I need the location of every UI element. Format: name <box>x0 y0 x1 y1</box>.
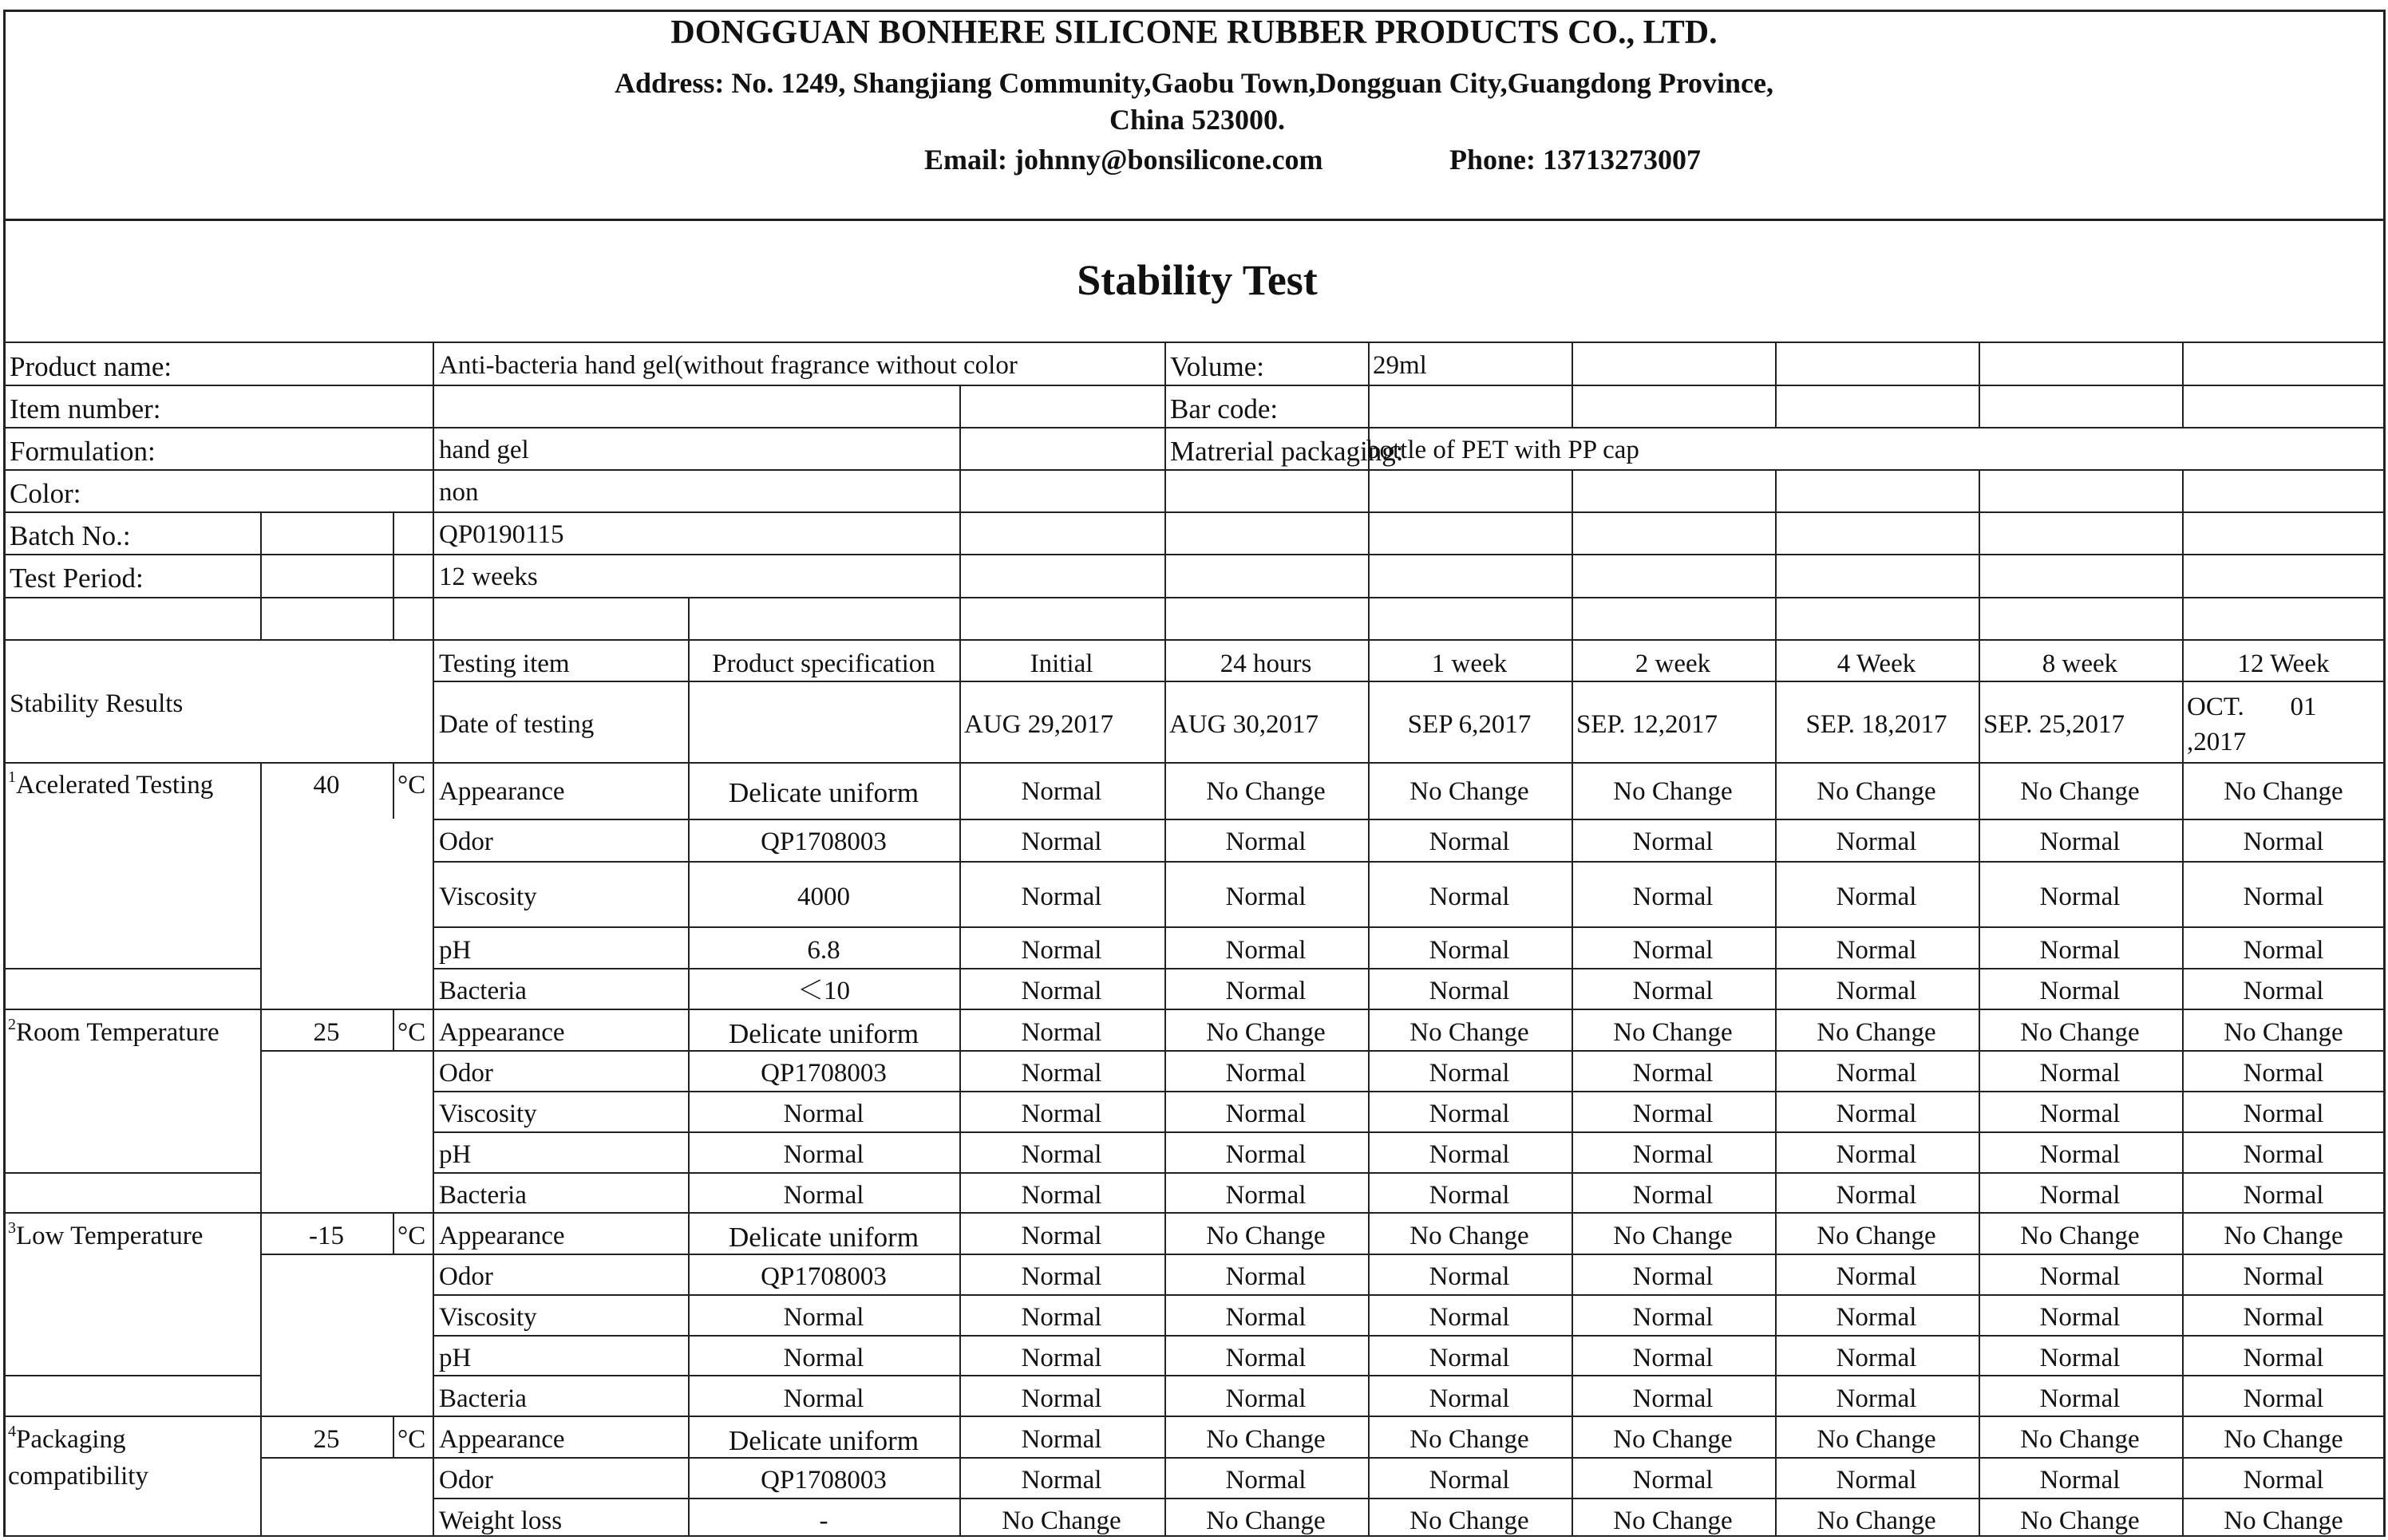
result-cell: No Change <box>1817 1506 1936 1535</box>
col-rule <box>1572 342 1573 427</box>
result-cell: Normal <box>2243 1059 2324 1088</box>
table-row <box>0 1467 2388 1499</box>
row-rule <box>3 597 2385 598</box>
result-cell: No Change <box>1613 1425 1733 1454</box>
result-cell: No Change <box>1613 777 1733 806</box>
packaging-value: bottle of PET with PP cap <box>1366 436 1639 464</box>
spec-value: Delicate uniform <box>728 777 919 808</box>
spec-value: 6.8 <box>807 936 840 965</box>
result-cell: Normal <box>1836 827 1917 856</box>
result-cell: Normal <box>1836 1262 1917 1291</box>
result-cell: Normal <box>1225 1384 1307 1413</box>
test-date-2: SEP 6,2017 <box>1407 710 1532 739</box>
company-name: DONGGUAN BONHERE SILICONE RUBBER PRODUCTS CO., LTD. <box>670 14 1718 51</box>
testing-item: Appearance <box>439 1222 565 1250</box>
table-row <box>0 1264 2388 1296</box>
period-header-0: Initial <box>1030 650 1093 678</box>
spec-value: QP1708003 <box>761 1262 887 1291</box>
result-cell: Normal <box>1632 1262 1714 1291</box>
result-cell: Normal <box>2039 1181 2121 1210</box>
result-cell: Normal <box>2243 1181 2324 1210</box>
result-cell: Normal <box>1225 1344 1307 1372</box>
color-value: non <box>439 478 479 507</box>
spec-value: 4000 <box>797 883 850 911</box>
result-cell: Normal <box>1021 777 1102 806</box>
result-cell: Normal <box>1225 977 1307 1005</box>
result-cell: Normal <box>2039 936 2121 965</box>
result-cell: Normal <box>2243 1303 2324 1332</box>
testing-item: Viscosity <box>439 1303 537 1332</box>
volume-label: Volume: <box>1170 351 1264 382</box>
col-rule <box>1775 342 1777 427</box>
result-cell: Normal <box>1225 1059 1307 1088</box>
result-cell: Normal <box>1836 1466 1917 1495</box>
result-cell: Normal <box>1632 1059 1714 1088</box>
result-cell: Normal <box>2243 977 2324 1005</box>
result-cell: Normal <box>2243 827 2324 856</box>
table-row <box>0 938 2388 969</box>
result-cell: No Change <box>1206 1506 1326 1535</box>
result-cell: Normal <box>1225 1100 1307 1128</box>
row-rule <box>3 639 2385 641</box>
group-label-2: compatibility <box>8 1462 148 1491</box>
result-cell: Normal <box>1021 977 1102 1005</box>
test-date-4: SEP. 18,2017 <box>1805 710 1947 739</box>
temp-unit: °C <box>397 1222 426 1250</box>
result-cell: Normal <box>1836 1384 1917 1413</box>
result-cell: No Change <box>2224 1018 2343 1047</box>
spec-value: QP1708003 <box>761 827 887 856</box>
result-cell: Normal <box>1632 827 1714 856</box>
result-cell: No Change <box>1817 1425 1936 1454</box>
result-cell: No Change <box>2224 1506 2343 1535</box>
testing-item: pH <box>439 936 472 965</box>
title-divider <box>3 342 2385 343</box>
test-period-label: Test Period: <box>10 563 144 594</box>
row-rule <box>433 819 2385 820</box>
result-cell: No Change <box>2020 1506 2140 1535</box>
test-date-5: SEP. 25,2017 <box>1983 710 2125 739</box>
result-cell: Normal <box>1021 1384 1102 1413</box>
product-name-value: Anti-bacteria hand gel(without fragrance without color <box>439 351 1018 380</box>
result-cell: No Change <box>1409 1018 1529 1047</box>
result-cell: Normal <box>1021 1303 1102 1332</box>
row-rule <box>3 427 2385 428</box>
group-label: $^3$Low Temperature <box>8 1219 204 1250</box>
testing-item: Odor <box>439 1466 493 1495</box>
spec-value: Normal <box>783 1384 864 1413</box>
result-cell: Normal <box>1021 1140 1102 1169</box>
result-cell: Normal <box>1429 883 1510 911</box>
group-temp: 25 <box>313 1425 340 1454</box>
result-cell: Normal <box>1632 1140 1714 1169</box>
result-cell: No Change <box>2020 1425 2140 1454</box>
result-cell: Normal <box>1836 883 1917 911</box>
group-temp: 40 <box>313 771 340 800</box>
period-header-3: 2 week <box>1635 650 1711 678</box>
row-rule <box>3 762 2385 764</box>
result-cell: Normal <box>1225 1262 1307 1291</box>
col-rule <box>1979 342 1980 427</box>
result-cell: Normal <box>1632 977 1714 1005</box>
result-cell: Normal <box>2039 1344 2121 1372</box>
table-row <box>0 1183 2388 1214</box>
table-row <box>0 884 2388 916</box>
result-cell: Normal <box>2039 1303 2121 1332</box>
result-cell: No Change <box>2224 777 2343 806</box>
spec-value: Normal <box>783 1303 864 1332</box>
result-cell: Normal <box>2039 827 2121 856</box>
batch-value: QP0190115 <box>439 520 564 549</box>
row-rule <box>433 926 2385 928</box>
result-cell: Normal <box>1429 1344 1510 1372</box>
result-cell: No Change <box>2020 777 2140 806</box>
company-address-2: China 523000. <box>1109 104 1286 136</box>
result-cell: Normal <box>2039 1466 2121 1495</box>
spec-value: QP1708003 <box>761 1466 887 1495</box>
testing-item: Appearance <box>439 777 565 806</box>
result-cell: Normal <box>2243 1344 2324 1372</box>
period-header-6: 12 Week <box>2237 650 2330 678</box>
result-cell: Normal <box>1021 883 1102 911</box>
period-header-5: 8 week <box>2042 650 2118 678</box>
bar-code-label: Bar code: <box>1170 393 1279 424</box>
period-header-1: 24 hours <box>1220 650 1312 678</box>
result-cell: Normal <box>1225 1140 1307 1169</box>
result-cell: No Change <box>1409 777 1529 806</box>
spec-value: Normal <box>783 1181 864 1210</box>
table-row <box>0 1305 2388 1337</box>
table-row <box>0 1508 2388 1535</box>
testing-item: Weight loss <box>439 1506 563 1535</box>
testing-item: Viscosity <box>439 1100 537 1128</box>
result-cell: No Change <box>1409 1425 1529 1454</box>
testing-item: pH <box>439 1140 472 1169</box>
spec-value: Normal <box>783 1140 864 1169</box>
border-bottom <box>3 1535 2385 1537</box>
spec-value: Delicate uniform <box>728 1018 919 1049</box>
result-cell: No Change <box>2224 1222 2343 1250</box>
company-email: Email: johnny@bonsilicone.com <box>924 144 1323 176</box>
result-cell: Normal <box>1632 1100 1714 1128</box>
result-cell: Normal <box>1429 1140 1510 1169</box>
result-cell: No Change <box>1817 1018 1936 1047</box>
color-label: Color: <box>10 478 81 509</box>
item-number-label: Item number: <box>10 393 161 424</box>
result-cell: Normal <box>1021 1425 1102 1454</box>
testing-item: Appearance <box>439 1425 565 1454</box>
group-label: $^1$Acelerated Testing <box>8 768 214 800</box>
table-row <box>0 1142 2388 1174</box>
result-cell: No Change <box>1613 1018 1733 1047</box>
testing-item: Odor <box>439 827 493 856</box>
result-cell: Normal <box>1225 883 1307 911</box>
col-rule <box>2182 342 2184 427</box>
result-cell: Normal <box>1836 1059 1917 1088</box>
table-row <box>0 1423 2388 1459</box>
result-cell: Normal <box>1632 1384 1714 1413</box>
table-row <box>0 978 2388 1010</box>
result-cell: Normal <box>1429 827 1510 856</box>
table-row <box>0 1101 2388 1133</box>
company-phone: Phone: 13713273007 <box>1449 144 1701 176</box>
row-rule <box>3 511 2385 513</box>
result-cell: Normal <box>1021 1100 1102 1128</box>
page-title: Stability Test <box>1077 256 1318 304</box>
period-header-4: 4 Week <box>1836 650 1916 678</box>
result-cell: Normal <box>2039 1262 2121 1291</box>
result-cell: Normal <box>1632 1181 1714 1210</box>
result-cell: Normal <box>1429 1059 1510 1088</box>
group-temp: -15 <box>309 1222 344 1250</box>
border-top <box>3 10 2385 12</box>
header-divider <box>3 219 2385 221</box>
result-cell: Normal <box>2039 1140 2121 1169</box>
group-label: $^2$Room Temperature <box>8 1016 219 1047</box>
test-date-3: SEP. 12,2017 <box>1576 710 1718 739</box>
result-cell: Normal <box>2243 883 2324 911</box>
packaging-label: Matrerial packaging: <box>1170 436 1404 467</box>
testing-item: Bacteria <box>439 1181 527 1210</box>
result-cell: Normal <box>1836 1344 1917 1372</box>
result-cell: No Change <box>1206 777 1326 806</box>
result-cell: Normal <box>1021 1059 1102 1088</box>
result-cell: Normal <box>2243 1140 2324 1169</box>
result-cell: Normal <box>1632 1344 1714 1372</box>
testing-item: Odor <box>439 1262 493 1291</box>
result-cell: Normal <box>1429 1466 1510 1495</box>
result-cell: No Change <box>1206 1222 1326 1250</box>
testing-item-header: Testing item <box>439 650 570 678</box>
result-cell: Normal <box>1225 827 1307 856</box>
volume-value: 29ml <box>1373 351 1427 380</box>
result-cell: Normal <box>2039 883 2121 911</box>
result-cell: Normal <box>2243 1466 2324 1495</box>
result-cell: Normal <box>2039 1384 2121 1413</box>
spec-header: Product specification <box>712 650 935 678</box>
result-cell: Normal <box>1225 1303 1307 1332</box>
testing-item: pH <box>439 1344 472 1372</box>
result-cell: Normal <box>1429 977 1510 1005</box>
result-cell: No Change <box>2020 1018 2140 1047</box>
result-cell: Normal <box>2039 1059 2121 1088</box>
test-date-6a: OCT. 01 <box>2187 693 2317 721</box>
result-cell: No Change <box>2020 1222 2140 1250</box>
group-label: $^4$Packaging <box>8 1423 126 1454</box>
result-cell: Normal <box>1836 1303 1917 1332</box>
result-cell: Normal <box>1429 1384 1510 1413</box>
spec-value: ＜10 <box>797 977 850 1005</box>
date-of-testing-label: Date of testing <box>439 710 595 739</box>
formulation-label: Formulation: <box>10 436 156 467</box>
result-cell: Normal <box>1429 936 1510 965</box>
result-cell: No Change <box>1206 1425 1326 1454</box>
test-date-0: AUG 29,2017 <box>964 710 1113 739</box>
result-cell: No Change <box>1002 1506 1121 1535</box>
result-cell: Normal <box>2243 1262 2324 1291</box>
spec-value: Normal <box>783 1100 864 1128</box>
table-row <box>0 1386 2388 1418</box>
test-date-1: AUG 30,2017 <box>1169 710 1319 739</box>
temp-unit: °C <box>397 1018 426 1047</box>
col-rule <box>260 511 262 639</box>
result-cell: Normal <box>1632 1466 1714 1495</box>
testing-item: Bacteria <box>439 1384 527 1413</box>
result-cell: No Change <box>2224 1425 2343 1454</box>
result-cell: Normal <box>1836 1140 1917 1169</box>
row-rule <box>433 861 2385 863</box>
result-cell: No Change <box>1613 1506 1733 1535</box>
result-cell: Normal <box>1429 1181 1510 1210</box>
testing-item: Appearance <box>439 1018 565 1047</box>
result-cell: Normal <box>1632 936 1714 965</box>
testing-item: Viscosity <box>439 883 537 911</box>
result-cell: Normal <box>1225 1181 1307 1210</box>
result-cell: Normal <box>1021 1344 1102 1372</box>
spec-value: Delicate uniform <box>728 1222 919 1253</box>
result-cell: Normal <box>1021 1262 1102 1291</box>
result-cell: Normal <box>1021 1222 1102 1250</box>
spec-value: Normal <box>783 1344 864 1372</box>
result-cell: Normal <box>2039 977 2121 1005</box>
result-cell: Normal <box>1429 1262 1510 1291</box>
test-date-6b: ,2017 <box>2187 728 2247 756</box>
row-rule <box>3 469 2385 471</box>
spec-value: QP1708003 <box>761 1059 887 1088</box>
result-cell: No Change <box>1409 1506 1529 1535</box>
table-row <box>0 779 2388 811</box>
product-name-label: Product name: <box>10 351 172 382</box>
result-cell: Normal <box>1225 1466 1307 1495</box>
spec-value: - <box>819 1506 828 1535</box>
result-cell: Normal <box>2243 1100 2324 1128</box>
stability-results-label: Stability Results <box>10 689 184 718</box>
result-cell: Normal <box>1021 827 1102 856</box>
table-row <box>0 1345 2388 1377</box>
result-cell: Normal <box>1021 1181 1102 1210</box>
result-cell: Normal <box>1021 1018 1102 1047</box>
temp-unit: °C <box>397 771 426 800</box>
group-temp: 25 <box>313 1018 340 1047</box>
result-cell: Normal <box>1225 936 1307 965</box>
result-cell: No Change <box>1817 777 1936 806</box>
row-rule <box>3 554 2385 555</box>
result-cell: No Change <box>1409 1222 1529 1250</box>
result-cell: No Change <box>1817 1222 1936 1250</box>
spec-value: Delicate uniform <box>728 1425 919 1456</box>
test-period-value: 12 weeks <box>439 563 538 591</box>
result-cell: Normal <box>2243 936 2324 965</box>
result-cell: Normal <box>1429 1100 1510 1128</box>
table-row <box>0 829 2388 861</box>
result-cell: Normal <box>1632 1303 1714 1332</box>
testing-item: Bacteria <box>439 977 527 1005</box>
period-header-2: 1 week <box>1431 650 1508 678</box>
company-address: Address: No. 1249, Shangjiang Community,Gaobu Town,Dongguan City,Guangdong Province, <box>614 67 1774 99</box>
result-cell: Normal <box>1836 936 1917 965</box>
col-rule <box>393 511 394 639</box>
result-cell: Normal <box>1836 1100 1917 1128</box>
result-cell: Normal <box>1836 1181 1917 1210</box>
result-cell: No Change <box>1206 1018 1326 1047</box>
formulation-value: hand gel <box>439 436 529 464</box>
batch-label: Batch No.: <box>10 520 131 551</box>
result-cell: Normal <box>1429 1303 1510 1332</box>
temp-unit: °C <box>397 1425 426 1454</box>
testing-item: Odor <box>439 1059 493 1088</box>
table-row <box>0 1060 2388 1092</box>
table-row <box>0 1219 2388 1255</box>
result-cell: Normal <box>1836 977 1917 1005</box>
result-cell: Normal <box>2243 1384 2324 1413</box>
result-cell: Normal <box>2039 1100 2121 1128</box>
result-cell: No Change <box>1613 1222 1733 1250</box>
result-cell: Normal <box>1021 936 1102 965</box>
result-cell: Normal <box>1632 883 1714 911</box>
row-rule <box>433 681 2385 682</box>
table-row <box>0 1016 2388 1052</box>
row-rule <box>3 385 2385 386</box>
result-cell: Normal <box>1021 1466 1102 1495</box>
